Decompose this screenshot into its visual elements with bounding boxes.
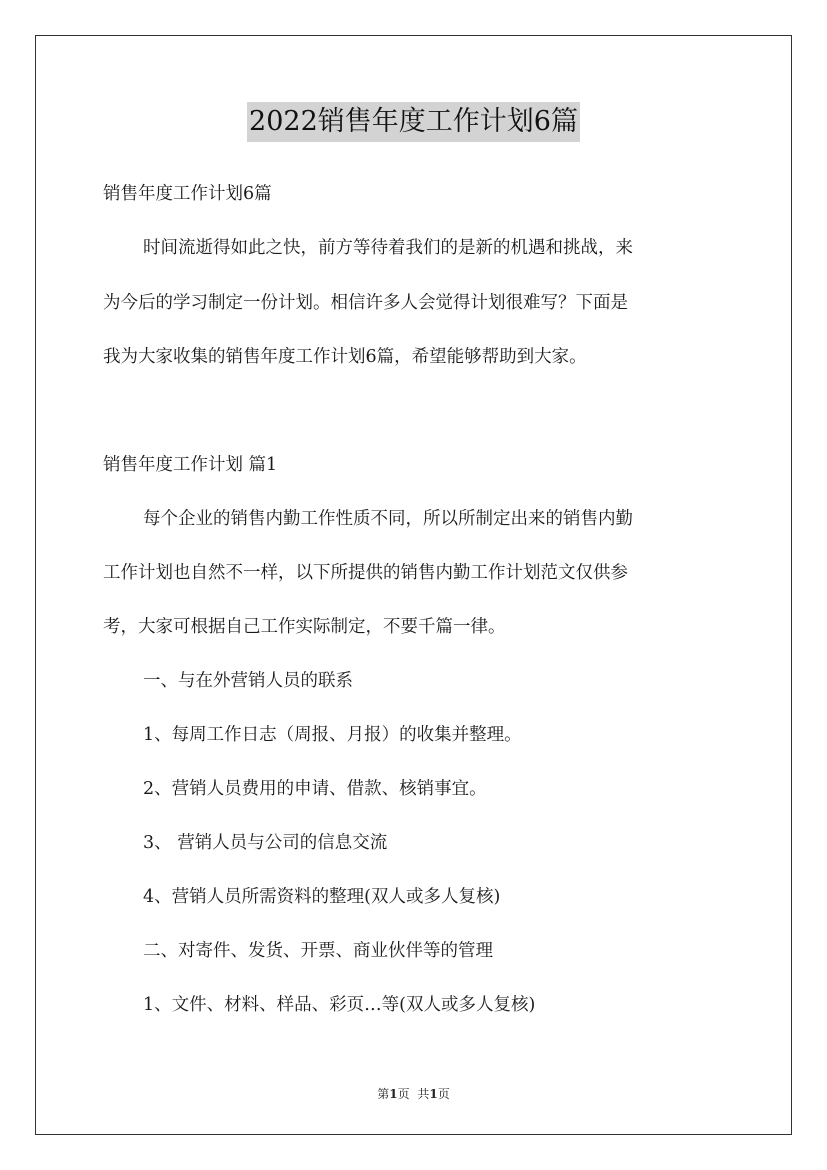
list-item: 二、对寄件、发货、开票、商业伙伴等的管理 bbox=[143, 941, 493, 961]
list-item: 一、与在外营销人员的联系 bbox=[143, 671, 353, 691]
footer-total-suffix: 页 bbox=[437, 1087, 450, 1101]
section-heading: 销售年度工作计划 篇1 bbox=[103, 455, 278, 475]
list-item: 2、营销人员费用的申请、借款、核销事宜。 bbox=[143, 779, 487, 799]
footer-page-prefix: 第 bbox=[377, 1087, 390, 1101]
page-footer bbox=[0, 1085, 827, 1102]
footer-total-prefix: 共 bbox=[417, 1087, 430, 1101]
title-container bbox=[0, 102, 827, 142]
list-item: 1、每周工作日志（周报、月报）的收集并整理。 bbox=[143, 725, 522, 745]
section-para-line-1: 每个企业的销售内勤工作性质不同，所以所制定出来的销售内勤 bbox=[143, 509, 633, 529]
intro-line-1: 时间流逝得如此之快，前方等待着我们的是新的机遇和挑战，来 bbox=[143, 238, 633, 258]
footer-page-number: 1 bbox=[389, 1087, 398, 1101]
list-item: 1、文件、材料、样品、彩页…等(双人或多人复核) bbox=[143, 995, 536, 1015]
footer-total-number: 1 bbox=[429, 1087, 438, 1101]
footer-page-suffix: 页 bbox=[397, 1087, 410, 1101]
list-item: 3、 营销人员与公司的信息交流 bbox=[143, 833, 388, 853]
section-para-line-3: 考，大家可根据自己工作实际制定，不要千篇一律。 bbox=[103, 617, 506, 637]
document-subtitle: 销售年度工作计划6篇 bbox=[103, 184, 272, 204]
intro-line-2: 为今后的学习制定一份计划。相信许多人会觉得计划很难写？下面是 bbox=[103, 293, 628, 313]
section-para-line-2: 工作计划也自然不一样，以下所提供的销售内勤工作计划范文仅供参 bbox=[103, 563, 628, 583]
list-item: 4、营销人员所需资料的整理(双人或多人复核) bbox=[143, 887, 501, 907]
document-title: 2022销售年度工作计划6篇 bbox=[247, 102, 580, 142]
intro-line-3: 我为大家收集的销售年度工作计划6篇，希望能够帮助到大家。 bbox=[103, 347, 587, 367]
